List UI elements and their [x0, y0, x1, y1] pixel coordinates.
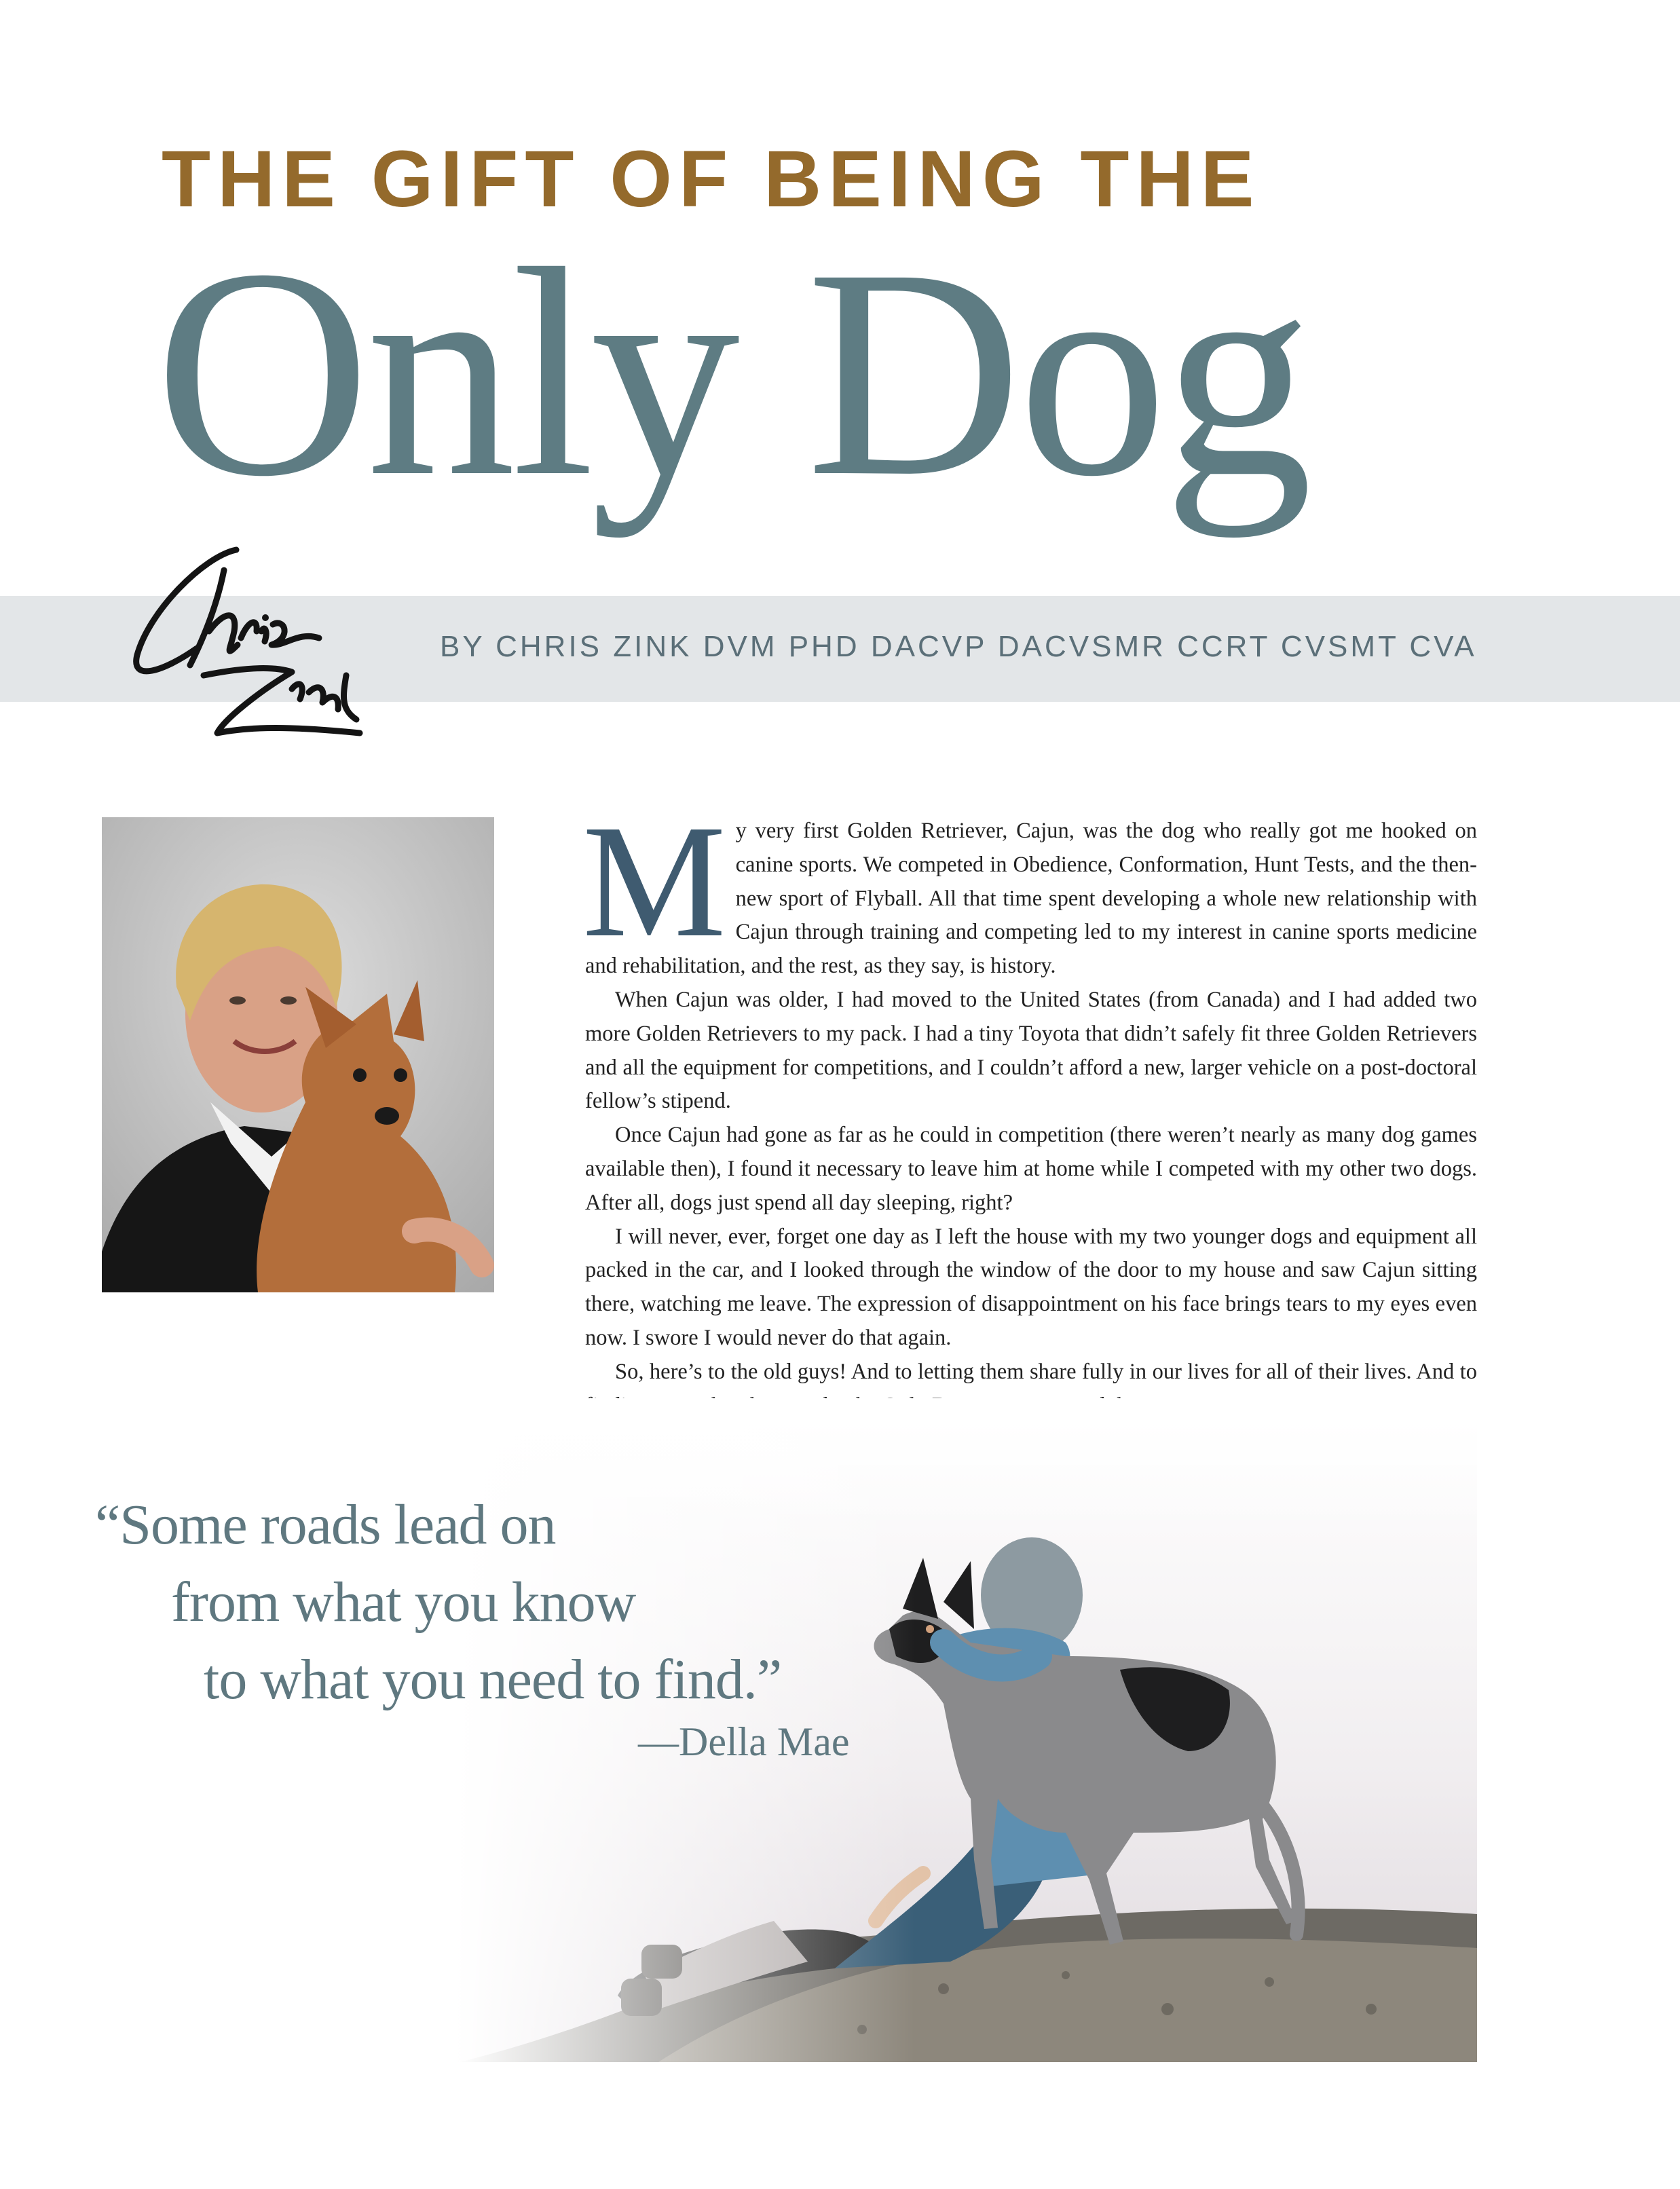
article-paragraph-3: Once Cajun had gone as far as he could in competition (there weren’t nearly as many dog games available then), I found it necessary to leave him at home while I competed with my other two dogs. After all, dogs just spend all day sleeping, right?: [585, 1123, 1477, 1215]
paragraph-1-text: y very first Golden Retriever, Cajun, was the dog who really got me hooked on canine sports. We competed in Obedience, Conformation, Hunt Tests, and the then-new sport of Flyball. All that time spent developing a whole new relationship with Cajun through training and competing led to my interest in canine sports medicine and rehabilitation, and the rest, as they say, is history.: [585, 819, 1477, 979]
pull-quote: [95, 1486, 882, 1719]
author-signature: [122, 529, 380, 753]
article-paragraph-5: So, here’s to the old guys! And to letting them share fully in our lives for all of their lives. And to: [615, 1359, 1477, 1384]
drop-cap: M: [582, 792, 726, 971]
pull-quote-line-2: from what you know: [171, 1571, 636, 1634]
author-portrait-photo: [102, 817, 494, 1292]
article-title: Only Dog: [155, 208, 1309, 538]
article-body: [582, 792, 1477, 1423]
article-kicker: THE GIFT OF BEING THE: [162, 134, 1261, 224]
author-byline: BY CHRIS ZINK DVM PHD DACVP DACVSMR CCRT CVSMT CVA: [440, 630, 1477, 663]
pull-quote-line-3: to what you need to find.”: [204, 1648, 782, 1711]
pull-quote-line-1: “Some roads lead on: [95, 1493, 556, 1556]
article-paragraph-2: When Cajun was older, I had moved to the United States (from Canada) and I had added two more Golden Retrievers to my pack. I had a tiny Toyota that didn’t safely fit three Golden Retrievers and all the equipment for competitions, and I couldn’t afford a new, larger vehicle on a post-doctoral fellow’s stipend.: [585, 987, 1477, 1114]
article-paragraph-4: I will never, ever, forget one day as I left the house with my two younger dogs and equipment all packed in the car, and I looked through the window of the door to my house and saw Cajun sitting there, watching me leave. The expression of disappointment on his face brings tears to my eyes even now. I swore I would never do that again.: [585, 1224, 1477, 1350]
article-paragraph-1: [582, 792, 1477, 984]
quote-attribution: —Della Mae: [638, 1719, 850, 1764]
